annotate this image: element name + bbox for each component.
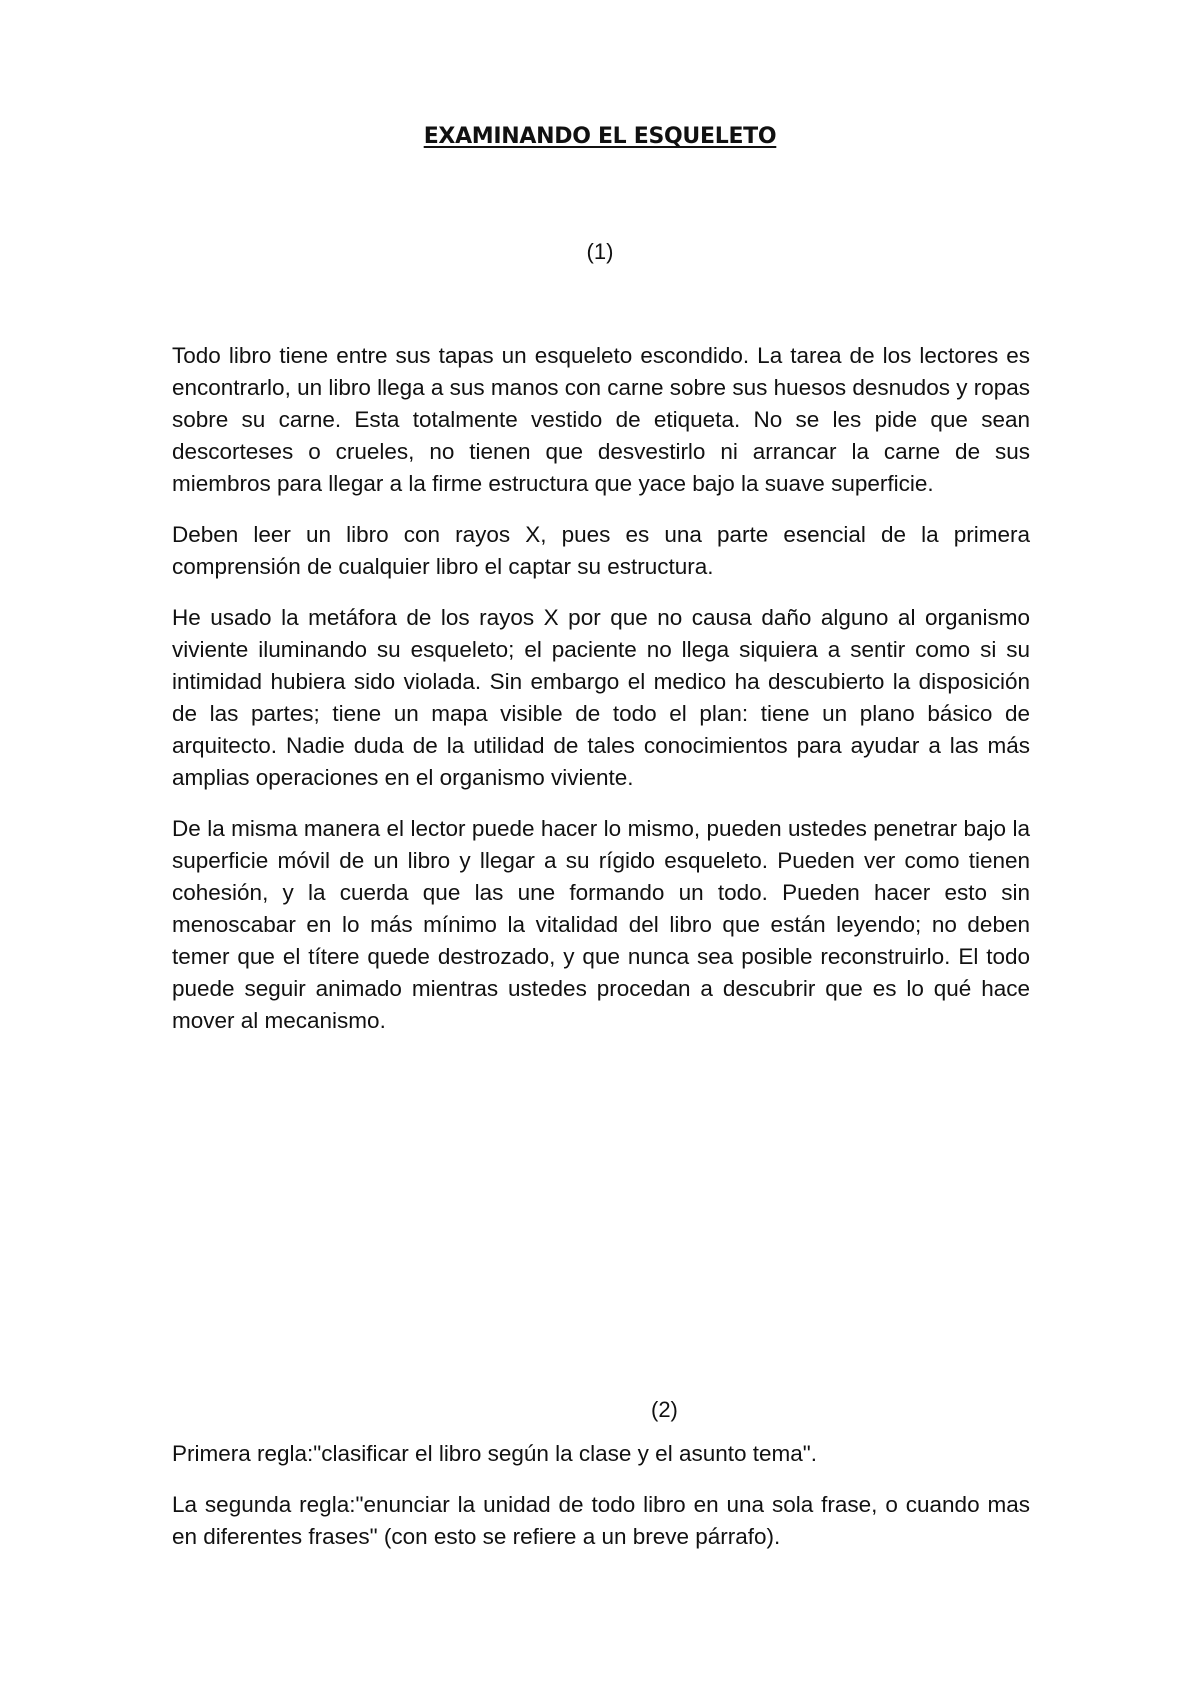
- document-title: EXAMINANDO EL ESQUELETO: [423, 124, 777, 149]
- paragraph: Primera regla:"clasificar el libro según la clase y el asunto tema".: [172, 1441, 818, 1466]
- paragraph: Deben leer un libro con rayos X, pues es una parte esencial de la primera comprensión de cualquier libro el captar su estructura.: [172, 522, 1030, 579]
- paragraph: De la misma manera el lector puede hacer lo mismo, pueden ustedes penetrar bajo la superficie móvil de un libro y llegar a su rígido esqueleto. Pueden ver como tienen cohesión, y la cuerda que las une formando un todo. Pueden hacer esto sin menoscabar en lo más mínimo la vitalidad del libro que están leyendo; no deben temer que el títere quede destrozado, y que nunca sea posible reconstruirlo. El todo puede seguir animado mientras ustedes procedan a descubrir que es lo qué hace mover al mecanismo.: [172, 816, 1030, 1033]
- section-marker-1: (1): [586, 239, 614, 264]
- section-marker-2: (2): [651, 1397, 678, 1422]
- section-2-body: [172, 1438, 1030, 1572]
- paragraph: He usado la metáfora de los rayos X por que no causa daño alguno al organismo viviente iluminando su esqueleto; el paciente no llega siquiera a sentir como si su intimidad hubiera sido violada. Sin embargo el medico ha descubierto la disposición de las partes; tiene un mapa visible de todo el plan: tiene un plano básico de arquitecto. Nadie duda de la utilidad de tales conocimientos para ayudar a las más amplias operaciones en el organismo viviente.: [172, 605, 1030, 790]
- paragraph: La segunda regla:"enunciar la unidad de todo libro en una sola frase, o cuando mas en diferentes frases" (con esto se refiere a un breve párrafo).: [172, 1492, 1030, 1549]
- section-1-body: [172, 340, 1030, 1056]
- paragraph: Todo libro tiene entre sus tapas un esqueleto escondido. La tarea de los lectores es encontrarlo, un libro llega a sus manos con carne sobre sus huesos desnudos y ropas sobre su carne. Esta totalmente vestido de etiqueta. No se les pide que sean descorteses o crueles, no tienen que desvestirlo ni arrancar la carne de sus miembros para llegar a la firme estructura que yace bajo la suave superficie.: [172, 343, 1030, 496]
